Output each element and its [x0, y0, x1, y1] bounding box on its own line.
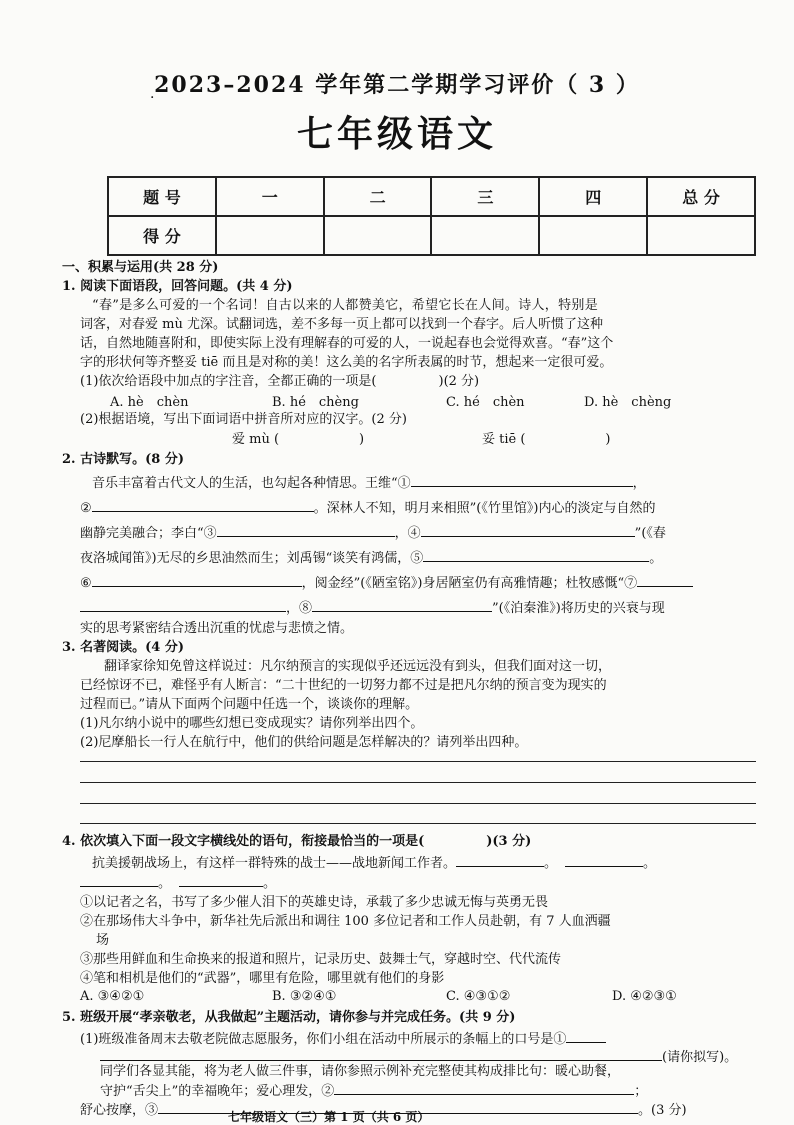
q1-passage-line-3: 话，自然地随喜附和，即使实际上没有理解春的可爱的人，一说起春也会觉得欢喜。“春”这个 [80, 336, 614, 351]
q2-text-2: ② [80, 501, 92, 516]
q2-text-10: ，阅金经”(《陋室铭》)身居陋室仍有高雅情趣；杜牧感慨“⑦ [301, 576, 638, 591]
q3-answer-line-3[interactable] [80, 803, 756, 804]
score-cell-total[interactable] [647, 216, 755, 255]
q1-option-c[interactable]: C. hé chèn [446, 395, 525, 410]
q2-text-1: 音乐丰富着古代文人的生活，也勾起各种情思。王维“① [92, 476, 411, 491]
q5-line-3: 同学们各显其能，将为老人做三件事，请你参照示例补充完整使其构成排比句：暖心助餐， [100, 1064, 621, 1079]
q1-option-a[interactable]: A. hè chèn [110, 395, 189, 410]
q3-line-1: 翻译家徐知免曾这样说过：凡尔纳预言的实现似乎还远远没有到头，但我们面对这一切， [104, 659, 612, 674]
q5-text-1: (1)班级准备周末去敬老院做志愿服务，你们小组在活动中所展示的条幅上的口号是① [80, 1032, 567, 1047]
score-header-2: 二 [324, 177, 432, 216]
q1-passage-line-1: “春”是多么可爱的一个名词！自古以来的人都赞美它，希望它长在人间。诗人，特别是 [92, 298, 598, 313]
score-cell-2[interactable] [324, 216, 432, 255]
q4-stem-tail: )(3 分) [486, 834, 532, 849]
poem-blank-8[interactable] [312, 597, 492, 612]
score-table-score-row [108, 216, 755, 255]
parallel-blank-2[interactable] [334, 1080, 634, 1095]
q1-blank-tie-close: ) [605, 432, 611, 447]
q1-sub2: (2)根据语境，写出下面词语中拼音所对应的汉字。(2 分) [80, 412, 407, 427]
score-row-label: 得 分 [108, 216, 216, 255]
q4-item-4: ④笔和相机是他们的“武器”，哪里有危险，哪里就有他们的身影 [80, 971, 445, 986]
score-header-total: 总 分 [647, 177, 755, 216]
q4-item-2-cont: 场 [96, 933, 110, 948]
q2-text-5: ，④ [394, 526, 421, 541]
poem-blank-4[interactable] [421, 522, 635, 537]
q2-line-3 [80, 522, 666, 543]
q3-answer-line-2[interactable] [80, 782, 756, 783]
q2-text-12: ”(《泊秦淮》)将历史的兴衰与现 [492, 601, 665, 616]
q2-line-4 [80, 547, 662, 568]
q1-option-d[interactable]: D. hè chèng [584, 395, 672, 410]
q1-blank-mu [232, 430, 364, 449]
q4-blank-row: 。 。 [80, 872, 276, 893]
score-cell-1[interactable] [216, 216, 324, 255]
q5-line-4 [100, 1080, 647, 1101]
poem-blank-7[interactable] [637, 572, 693, 587]
q2-stem: 2. 古诗默写。(8 分) [62, 452, 184, 467]
q1-passage-line-4: 字的形状何等齐整妥 tiē 而且是对称的美！这么美的名字所表属的时节，想起来一定很可爱。 [80, 355, 613, 370]
q4-option-c[interactable]: C. ④③①② [446, 989, 511, 1004]
exam-title: 2023–2024 学年第二学期学习评价（ 3 ） [154, 72, 640, 98]
q2-text-7: 夜洛城闻笛》)无尽的乡思油然而生；刘禹锡“谈笑有鸿儒，⑤ [80, 551, 424, 566]
q5-text-4: 守护“舌尖上”的幸福晚年；爱心理发，② [100, 1084, 335, 1099]
q2-text-8: 。 [649, 551, 663, 566]
score-header-label: 题 号 [108, 177, 216, 216]
q4-blank-3[interactable] [80, 872, 158, 887]
q1-sub1 [80, 372, 479, 391]
q4-option-b[interactable]: B. ③②④① [272, 989, 337, 1004]
q3-stem: 3. 名著阅读。(4 分) [62, 640, 184, 655]
q2-line-6 [80, 597, 665, 618]
q2-line-1: 音乐丰富着古代文人的生活，也勾起各种情思。王维“① ， [92, 472, 646, 493]
q1-sub1-text: (1)依次给语段中加点的字注音，全都正确的一项是( [80, 374, 377, 389]
q4-blank-2[interactable] [565, 852, 643, 867]
q5-text-7: 。(3 分) [638, 1103, 687, 1118]
q1-option-b[interactable]: B. hé chèng [272, 395, 359, 410]
score-header-1: 一 [216, 177, 324, 216]
poem-blank-6[interactable] [92, 572, 302, 587]
q1-passage-line-2: 词客，对春爱 mù 尤深。试翻词选，差不多每一页上都可以找到一个春字。后人听惯了这种 [80, 317, 603, 332]
q4-stem-text: 4. 依次填入下面一段文字横线处的语句，衔接最恰当的一项是( [62, 834, 425, 849]
subject-title: 七年级语文 [296, 113, 497, 155]
q4-item-2: ②在那场伟大斗争中，新华社先后派出和调往 100 多位记者和工作人员赴朝，有 7 人血洒疆 [80, 914, 611, 929]
q4-lead: 抗美援朝战场上，有这样一群特殊的战士——战地新闻工作者。 。 。 [92, 852, 656, 873]
q3-line-2: 已经惊讶不已，难怪乎有人断言：“二十世纪的一切努力都不过是把凡尔纳的预言变为现实的 [80, 678, 607, 693]
poem-blank-1[interactable] [411, 472, 633, 487]
q4-lead-text: 抗美援朝战场上，有这样一群特殊的战士——战地新闻工作者。 [92, 856, 457, 871]
q1-blank-tie-label: 妥 tiē ( [482, 432, 526, 447]
q2-text-9: ⑥ [80, 576, 92, 591]
q2-line-2 [80, 497, 655, 518]
q1-sub1-tail: )(2 分) [438, 374, 480, 389]
q1-blank-mu-close: ) [359, 432, 365, 447]
q2-text-6: ”(《春 [634, 526, 666, 541]
q3-answer-line-1[interactable] [80, 761, 756, 762]
score-table-header-row [108, 177, 755, 216]
slogan-blank-cont[interactable] [100, 1046, 662, 1061]
q1-blank-tie [482, 430, 611, 449]
q2-text-3: 。深林人不知，明月来相照”(《竹里馆》)内心的淡定与自然的 [313, 501, 656, 516]
score-table [107, 176, 756, 256]
q4-blank-1[interactable] [456, 852, 544, 867]
q2-text-4: 幽静完美融合；李白“③ [80, 526, 217, 541]
q3-answer-line-4[interactable] [80, 823, 756, 824]
q5-stem: 5. 班级开展“孝亲敬老，从我做起”主题活动，请你参与并完成任务。(共 9 分) [62, 1010, 516, 1025]
q2-line-5 [80, 572, 693, 593]
page-footer: 七年级语文（三）第 1 页（共 6 页） [228, 1110, 430, 1124]
q1-blank-mu-label: 爱 mù ( [232, 432, 280, 447]
q4-stem [62, 832, 531, 851]
q4-option-a[interactable]: A. ③④②① [80, 989, 145, 1004]
score-cell-3[interactable] [431, 216, 539, 255]
scan-dot: · [150, 90, 155, 106]
poem-blank-7-cont[interactable] [80, 597, 286, 612]
q3-line-4: (1)凡尔纳小说中的哪些幻想已变成现实？请你列举出四个。 [80, 716, 424, 731]
q3-line-3: 过程而已。”请从下面两个问题中任选一个，谈谈你的理解。 [80, 697, 419, 712]
poem-blank-2[interactable] [92, 497, 314, 512]
q1-stem: 1. 阅读下面语段，回答问题。(共 4 分) [62, 279, 293, 294]
section-1-title: 一、积累与运用(共 28 分) [62, 260, 219, 275]
q2-line-7: 实的思考紧密结合透出沉重的忧虑与悲愤之情。 [80, 621, 354, 636]
q5-text-5: ； [634, 1084, 648, 1099]
score-cell-4[interactable] [539, 216, 647, 255]
q4-item-3: ③那些用鲜血和生命换来的报道和照片，记录历史、鼓舞士气，穿越时空、代代流传 [80, 952, 562, 967]
q4-blank-4[interactable] [179, 872, 263, 887]
q5-text-6: 舒心按摩，③ [80, 1103, 159, 1118]
score-header-4: 四 [539, 177, 647, 216]
q4-option-d[interactable]: D. ④②③① [612, 989, 677, 1004]
poem-blank-3[interactable] [217, 522, 395, 537]
q2-text-11: ，⑧ [286, 601, 313, 616]
slogan-blank[interactable] [566, 1028, 606, 1043]
q3-line-5: (2)尼摩船长一行人在航行中，他们的供给问题是怎样解决的？请列举出四种。 [80, 735, 528, 750]
score-header-3: 三 [431, 177, 539, 216]
q5-text-2: (请你拟写)。 [662, 1050, 738, 1065]
q4-item-1: ①以记者之名，书写了多少催人泪下的英雄史诗，承载了多少忠诚无悔与英勇无畏 [80, 895, 549, 910]
poem-blank-5[interactable] [423, 547, 649, 562]
